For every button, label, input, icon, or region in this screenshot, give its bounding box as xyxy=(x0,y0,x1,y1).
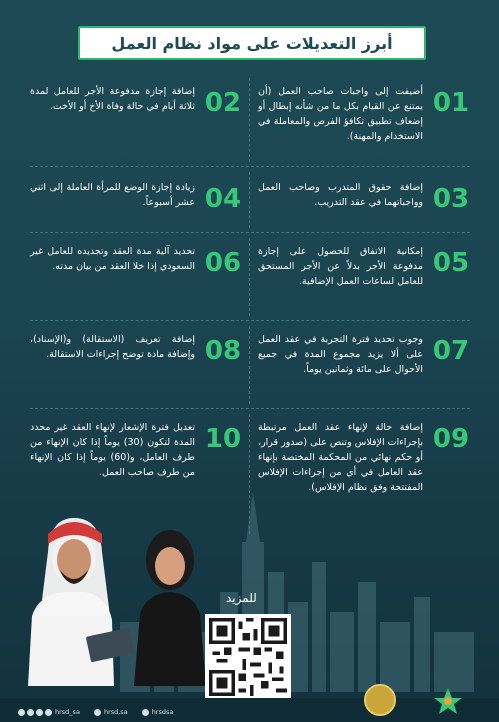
item-text: إضافة حالة لإنهاء عقد العمل مرتبطة بإجراءات الإفلاس وتنص على (صدور قرار، أو حكم نهائي من المحكمة المختصة بإنهاء عقد العامل في أي من إجراءات الإفلاس المفتتحة وفق نظام الإفلاس). xyxy=(258,422,423,493)
item-text: زيادة إجازة الوضع للمرأة العاملة إلى اثني عشر أسبوعاً. xyxy=(30,182,195,208)
amendment-item xyxy=(258,244,473,289)
ministry-logo xyxy=(428,686,468,716)
item-text: أضيفت إلى واجبات صاحب العمل (أن يمتنع عن القيام بكل ما من شأنه إبطال أو إضعاف تطبيق تكافؤ الفرص والمعاملة في الاستخدام والمهنة). xyxy=(258,86,423,142)
twitter-icon xyxy=(18,709,25,716)
item-number: 05 xyxy=(432,248,470,278)
amendment-item xyxy=(258,180,473,214)
title-banner xyxy=(78,26,426,60)
item-text: تحديد آلية مدة العقد وتجديده للعامل غير السعودي إذا خلا العقد من بيان مدته. xyxy=(30,246,195,272)
item-number: 01 xyxy=(432,88,470,118)
amendment-item xyxy=(258,84,473,144)
amendment-item xyxy=(30,332,245,366)
row-divider xyxy=(30,408,470,410)
column-divider xyxy=(249,238,251,316)
amendment-item xyxy=(30,84,245,118)
youtube-icon xyxy=(142,709,149,716)
tiktok-icon xyxy=(45,709,52,716)
facebook-icon xyxy=(94,709,101,716)
column-divider xyxy=(249,326,251,404)
qr-code[interactable] xyxy=(205,614,291,700)
social-handle-3[interactable] xyxy=(142,708,174,716)
social-handle-2[interactable] xyxy=(94,708,128,716)
more-info-label: للمزيد xyxy=(226,591,257,605)
instagram-icon xyxy=(27,709,34,716)
row-divider xyxy=(30,232,470,234)
social-handles xyxy=(18,708,173,716)
social-handle-text: hrsd_sa xyxy=(55,708,80,716)
item-text: إمكانية الاتفاق للحصول على إجازة مدفوعة الأجر بدلاً عن الأجر المستحق للعامل لساعات العمل الإضافية. xyxy=(258,246,423,287)
item-number: 06 xyxy=(204,248,242,278)
item-text: وجوب تحديد فترة التجربة في عقد العمل على ألا يزيد مجموع المدة في جميع الأحوال على مائة وثمانين يوماً. xyxy=(258,334,423,375)
vision-logo xyxy=(364,684,396,716)
snapchat-icon xyxy=(36,709,43,716)
page-title: أبرز التعديلات على مواد نظام العمل xyxy=(111,33,393,53)
amendment-item xyxy=(30,244,245,278)
social-handle-text: hrsdsa xyxy=(151,708,174,716)
amendment-item xyxy=(30,420,245,480)
item-text: إضافة تعريف (الاستقالة) و(الإسناد)، وإضافة مادة توضح إجراءات الاستقالة. xyxy=(30,334,195,360)
column-divider xyxy=(249,172,251,228)
item-number: 08 xyxy=(204,336,242,366)
people-illustration xyxy=(14,496,214,686)
social-icons xyxy=(18,709,52,716)
qr-code-icon xyxy=(209,618,287,696)
item-text: تعديل فترة الإشعار لإنهاء العقد غير محدد المدة لتكون (30) يوماً إذا كان الإنهاء من طرف العامل، و(60) يوماً إذا كان الإنهاء من طرف صاحب العمل. xyxy=(30,422,195,478)
item-number: 04 xyxy=(204,184,242,214)
item-number: 07 xyxy=(432,336,470,366)
amendment-item xyxy=(258,332,473,377)
item-number: 03 xyxy=(432,184,470,214)
row-divider xyxy=(30,320,470,322)
social-handle-1[interactable] xyxy=(18,708,80,716)
item-number: 10 xyxy=(204,424,242,454)
row-divider xyxy=(30,166,470,168)
item-number: 09 xyxy=(432,424,470,454)
item-text: إضافة إجازة مدفوعة الأجر للعامل لمدة ثلاثة أيام في حالة وفاة الأخ أو الأخت. xyxy=(30,86,195,112)
social-handle-text: hrsd.sa xyxy=(103,708,128,716)
column-divider xyxy=(249,414,251,534)
item-text: إضافة حقوق المتدرب وصاحب العمل وواجباتهما في عقد التدريب. xyxy=(258,182,423,208)
column-divider xyxy=(249,78,251,162)
amendment-item xyxy=(258,420,473,495)
amendment-item xyxy=(30,180,245,214)
item-number: 02 xyxy=(204,88,242,118)
